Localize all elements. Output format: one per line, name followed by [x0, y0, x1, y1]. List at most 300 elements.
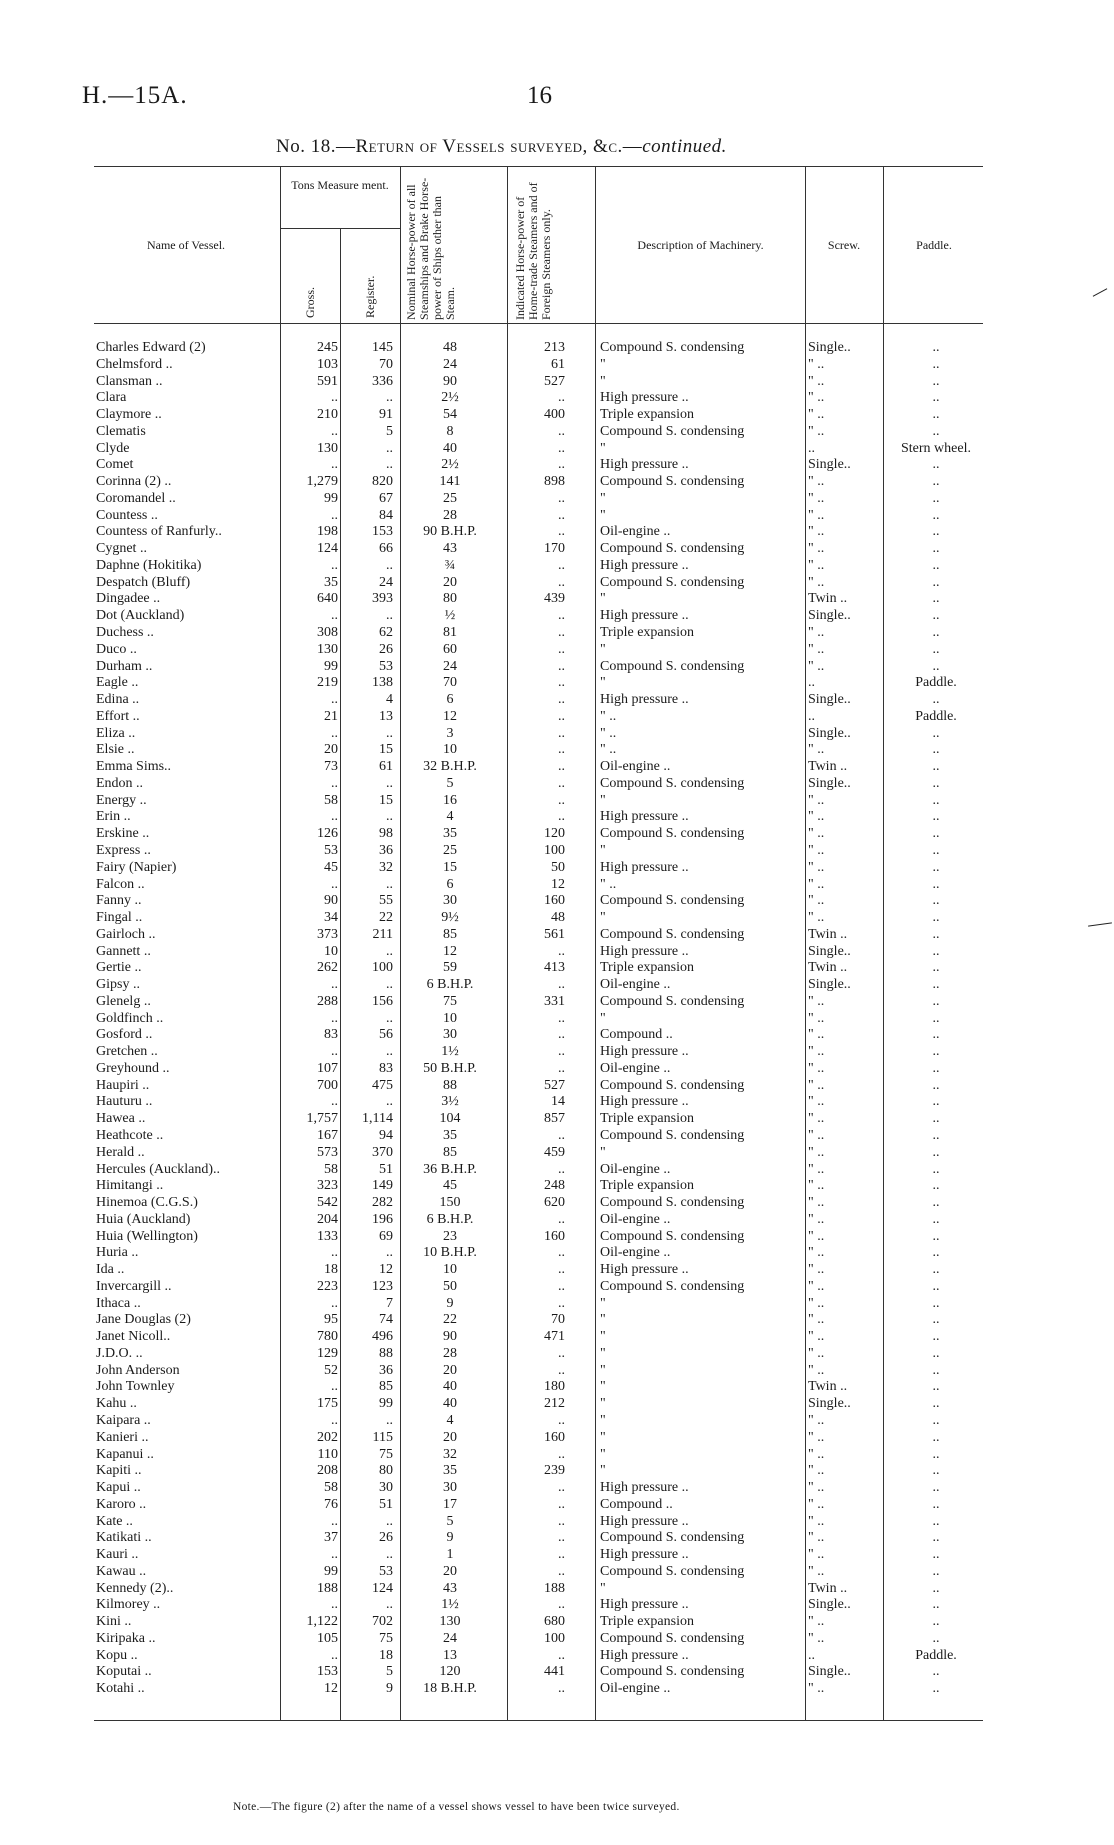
screw-type: Single..: [808, 340, 851, 355]
nominal-hp: 16: [443, 792, 457, 808]
machinery-description: Oil-engine ..: [600, 1211, 671, 1227]
nominal-hp: 50 B.H.P.: [423, 1060, 477, 1076]
nominal-hp: 5: [446, 775, 454, 791]
gross-tons: 53: [324, 842, 338, 858]
title-main: Return of Vessels surveyed, &c.—: [355, 136, 643, 157]
screw-type: " ..: [808, 1480, 825, 1496]
table-row: [0, 1212, 1114, 1229]
indicated-hp: ..: [558, 1044, 565, 1060]
register-tons: ..: [386, 1010, 393, 1026]
vessel-name: Haupiri ..: [96, 1077, 150, 1093]
machinery-description: Oil-engine ..: [600, 1245, 671, 1261]
indicated-hp: 439: [544, 591, 565, 607]
register-tons: 5: [386, 423, 393, 439]
table-row: [0, 1379, 1114, 1396]
gross-tons: ..: [331, 775, 338, 791]
table-row: [0, 390, 1114, 407]
indicated-hp: 188: [544, 1580, 565, 1596]
paddle-type: ..: [932, 1060, 940, 1076]
vessel-name: Effort ..: [96, 708, 140, 724]
register-tons: 80: [379, 1463, 393, 1479]
table-row: [0, 960, 1114, 977]
machinery-description: ": [600, 1362, 606, 1378]
nominal-hp: 24: [443, 356, 457, 372]
indicated-hp: ..: [558, 742, 565, 758]
vessel-name: Elsie ..: [96, 742, 135, 758]
vessel-name: Gertie ..: [96, 960, 142, 976]
paddle-type: ..: [932, 1178, 940, 1194]
vessel-name: Despatch (Bluff): [96, 574, 191, 590]
machinery-description: High pressure ..: [600, 1480, 689, 1496]
vessel-name: Hercules (Auckland)..: [96, 1161, 221, 1177]
table-row: [0, 1094, 1114, 1111]
screw-type: " ..: [808, 407, 825, 423]
register-tons: ..: [386, 1413, 393, 1428]
paddle-type: ..: [932, 423, 940, 439]
screw-type: " ..: [808, 658, 825, 674]
margin-mark-top: [1093, 288, 1108, 296]
register-tons: 115: [372, 1429, 393, 1445]
nominal-hp: 1: [446, 1547, 454, 1563]
indicated-hp: 680: [544, 1614, 565, 1630]
register-tons: 496: [372, 1329, 393, 1345]
screw-type: " ..: [808, 809, 825, 825]
vessel-name: Clyde: [96, 440, 130, 456]
screw-type: " ..: [808, 910, 825, 926]
nominal-hp: 32 B.H.P.: [423, 759, 477, 775]
gross-tons: 99: [324, 1563, 338, 1579]
register-tons: 53: [379, 658, 393, 674]
paddle-type: ..: [932, 1345, 940, 1361]
register-tons: 30: [379, 1480, 393, 1496]
machinery-description: ": [600, 1396, 606, 1412]
header-paddle: Paddle.: [916, 238, 952, 252]
table-row: [0, 1312, 1114, 1329]
table-row: [0, 726, 1114, 743]
gross-tons: 58: [324, 1161, 338, 1177]
screw-type: Single..: [808, 692, 851, 708]
table-row: [0, 709, 1114, 726]
indicated-hp: ..: [558, 658, 565, 674]
nominal-hp: 12: [443, 708, 457, 724]
register-tons: 53: [379, 1563, 393, 1579]
register-tons: 70: [379, 356, 393, 372]
table-row: [0, 1530, 1114, 1547]
screw-type: " ..: [808, 859, 825, 875]
paddle-type: ..: [932, 876, 940, 892]
nominal-hp: 24: [443, 1630, 457, 1646]
table-row: [0, 1245, 1114, 1262]
nominal-hp: 3½: [441, 1094, 459, 1110]
vessel-name: Kanieri ..: [96, 1429, 149, 1445]
screw-type: " ..: [808, 574, 825, 590]
paddle-type: ..: [932, 1379, 940, 1395]
machinery-description: ": [600, 641, 606, 657]
gross-tons: 1,122: [306, 1614, 338, 1630]
screw-type: " ..: [808, 1178, 825, 1194]
indicated-hp: ..: [558, 792, 565, 808]
indicated-hp: ..: [558, 943, 565, 959]
machinery-description: ": [600, 373, 606, 389]
nominal-hp: 35: [443, 1127, 457, 1143]
indicated-hp: 213: [544, 340, 565, 355]
gross-tons: 34: [324, 910, 338, 926]
nominal-hp: 50: [443, 1278, 457, 1294]
vessel-name: Comet: [96, 457, 134, 473]
screw-type: " ..: [808, 423, 825, 439]
vessel-name: Coromandel ..: [96, 490, 176, 506]
nominal-hp: 9: [446, 1295, 454, 1311]
register-tons: 13: [379, 708, 393, 724]
indicated-hp: ..: [558, 1161, 565, 1177]
screw-type: Single..: [808, 608, 851, 624]
paddle-type: ..: [932, 1563, 940, 1579]
vessel-name: Kapui ..: [96, 1480, 141, 1496]
machinery-description: Compound S. condensing: [600, 1630, 745, 1646]
indicated-hp: ..: [558, 574, 565, 590]
screw-type: " ..: [808, 1211, 825, 1227]
vessel-name: Fingal ..: [96, 910, 143, 926]
indicated-hp: ..: [558, 440, 565, 456]
register-tons: ..: [386, 608, 393, 624]
indicated-hp: ..: [558, 692, 565, 708]
indicated-hp: ..: [558, 1127, 565, 1143]
indicated-hp: ..: [558, 708, 565, 724]
table-row: [0, 1329, 1114, 1346]
vessel-name: Erskine ..: [96, 826, 150, 842]
gross-tons: 129: [317, 1345, 338, 1361]
paddle-type: ..: [932, 1295, 940, 1311]
machinery-description: Oil-engine ..: [600, 524, 671, 540]
register-tons: 99: [379, 1396, 393, 1412]
paddle-type: ..: [932, 641, 940, 657]
machinery-description: High pressure ..: [600, 809, 689, 825]
screw-type: " ..: [808, 1010, 825, 1026]
register-tons: 153: [372, 524, 393, 540]
indicated-hp: ..: [558, 1345, 565, 1361]
screw-type: ..: [808, 1647, 815, 1663]
vessel-name: Karoro ..: [96, 1496, 147, 1512]
machinery-description: High pressure ..: [600, 1547, 689, 1563]
table-row: [0, 591, 1114, 608]
machinery-description: High pressure ..: [600, 1262, 689, 1278]
machinery-description: ": [600, 1295, 606, 1311]
table-row: [0, 1111, 1114, 1128]
table-row: [0, 1195, 1114, 1212]
vessel-name: Janet Nicoll..: [96, 1329, 171, 1345]
machinery-description: High pressure ..: [600, 457, 689, 473]
vessel-name: Kennedy (2)..: [96, 1580, 174, 1596]
paddle-type: ..: [932, 792, 940, 808]
table-row: [0, 1648, 1114, 1665]
gross-tons: ..: [331, 1010, 338, 1026]
table-row: [0, 642, 1114, 659]
gross-tons: ..: [331, 557, 338, 573]
paddle-type: ..: [932, 1094, 940, 1110]
machinery-description: Oil-engine ..: [600, 1681, 671, 1697]
machinery-description: Compound S. condensing: [600, 1664, 745, 1680]
gross-tons: 780: [317, 1329, 338, 1345]
paddle-type: ..: [932, 474, 940, 490]
machinery-description: Triple expansion: [600, 960, 694, 976]
header-bottom-rule: [94, 323, 983, 324]
nominal-hp: 10: [443, 742, 457, 758]
table-row: [0, 1564, 1114, 1581]
table-row: [0, 759, 1114, 776]
machinery-description: Compound S. condensing: [600, 1563, 745, 1579]
screw-type: " ..: [808, 557, 825, 573]
nominal-hp: 20: [443, 1429, 457, 1445]
paddle-type: ..: [932, 842, 940, 858]
nominal-hp: 150: [439, 1195, 461, 1211]
gross-tons: 1,757: [306, 1111, 338, 1127]
paddle-type: ..: [932, 340, 940, 355]
screw-type: " ..: [808, 1463, 825, 1479]
screw-type: " ..: [808, 373, 825, 389]
screw-type: Single..: [808, 457, 851, 473]
screw-type: " ..: [808, 507, 825, 523]
indicated-hp: 620: [544, 1195, 565, 1211]
paddle-type: ..: [932, 1245, 940, 1261]
table-row: [0, 1145, 1114, 1162]
nominal-hp: 85: [443, 926, 457, 942]
gross-tons: 18: [324, 1262, 338, 1278]
machinery-description: Triple expansion: [600, 1178, 694, 1194]
table-row: [0, 1296, 1114, 1313]
table-row: [0, 508, 1114, 525]
gross-tons: 188: [317, 1580, 338, 1596]
vessel-name: Katikati ..: [96, 1530, 152, 1546]
gross-tons: 202: [317, 1429, 338, 1445]
vessel-name: Clara: [96, 390, 127, 406]
nominal-hp: 20: [443, 574, 457, 590]
register-tons: 5: [386, 1664, 393, 1680]
machinery-description: ": [600, 1010, 606, 1026]
vessel-name: Hauturu ..: [96, 1094, 153, 1110]
screw-type: " ..: [808, 1345, 825, 1361]
screw-type: " ..: [808, 356, 825, 372]
gross-tons: ..: [331, 692, 338, 708]
vessel-name: Kopu ..: [96, 1647, 138, 1663]
screw-type: " ..: [808, 1614, 825, 1630]
indicated-hp: ..: [558, 1362, 565, 1378]
machinery-description: ": [600, 591, 606, 607]
machinery-description: Compound S. condensing: [600, 340, 745, 355]
screw-type: " ..: [808, 893, 825, 909]
machinery-description: Compound ..: [600, 1496, 673, 1512]
indicated-hp: ..: [558, 641, 565, 657]
paddle-type: ..: [932, 1161, 940, 1177]
machinery-description: Compound S. condensing: [600, 993, 745, 1009]
screw-type: Single..: [808, 943, 851, 959]
gross-tons: 373: [317, 926, 338, 942]
paddle-type: ..: [932, 1312, 940, 1328]
register-tons: 211: [372, 926, 393, 942]
indicated-hp: ..: [558, 423, 565, 439]
gross-tons: ..: [331, 1245, 338, 1261]
screw-type: Single..: [808, 725, 851, 741]
register-tons: 32: [379, 859, 393, 875]
table-row: [0, 843, 1114, 860]
screw-type: Single..: [808, 977, 851, 993]
table-row: [0, 1664, 1114, 1681]
vessel-name: Endon ..: [96, 775, 144, 791]
indicated-hp: 100: [544, 1630, 565, 1646]
machinery-description: ": [600, 1144, 606, 1160]
register-tons: 138: [372, 675, 393, 691]
gross-tons: ..: [331, 1647, 338, 1663]
paddle-type: ..: [932, 1580, 940, 1596]
nominal-hp: 28: [443, 507, 457, 523]
vessel-name: J.D.O. ..: [96, 1345, 143, 1361]
indicated-hp: 239: [544, 1463, 565, 1479]
machinery-description: High pressure ..: [600, 1094, 689, 1110]
indicated-hp: ..: [558, 524, 565, 540]
header-name: Name of Vessel.: [146, 238, 226, 252]
indicated-hp: 120: [544, 826, 565, 842]
gross-tons: 99: [324, 658, 338, 674]
indicated-hp: ..: [558, 625, 565, 641]
nominal-hp: 25: [443, 490, 457, 506]
machinery-description: Compound S. condensing: [600, 658, 745, 674]
table-row: [0, 893, 1114, 910]
indicated-hp: ..: [558, 977, 565, 993]
vessel-name: Kapanui ..: [96, 1446, 154, 1462]
gross-tons: 133: [317, 1228, 338, 1244]
gross-tons: ..: [331, 390, 338, 406]
screw-type: " ..: [808, 1161, 825, 1177]
register-tons: ..: [386, 977, 393, 993]
vessel-name: Kini ..: [96, 1614, 132, 1630]
vessel-name: Energy ..: [96, 792, 147, 808]
indicated-hp: ..: [558, 557, 565, 573]
paddle-type: ..: [932, 826, 940, 842]
paddle-type: ..: [932, 1496, 940, 1512]
register-tons: 51: [379, 1496, 393, 1512]
table-row: [0, 1597, 1114, 1614]
vessel-name: Fanny ..: [96, 893, 142, 909]
machinery-description: ": [600, 507, 606, 523]
gross-tons: 288: [317, 993, 338, 1009]
register-tons: 62: [379, 625, 393, 641]
table-row: [0, 1011, 1114, 1028]
vessel-name: John Anderson: [96, 1362, 180, 1378]
indicated-hp: 160: [544, 1429, 565, 1445]
machinery-description: Compound S. condensing: [600, 423, 745, 439]
gross-tons: ..: [331, 876, 338, 892]
register-tons: ..: [386, 557, 393, 573]
machinery-description: Triple expansion: [600, 1614, 694, 1630]
table-row: [0, 457, 1114, 474]
vessel-name: Erin ..: [96, 809, 131, 825]
screw-type: " ..: [808, 1144, 825, 1160]
vessel-name: Gosford ..: [96, 1027, 153, 1043]
table-footnote: Note.—The figure (2) after the name of a vessel shows vessel to have been twice surveyed.: [233, 1801, 680, 1813]
paddle-type: ..: [932, 692, 940, 708]
paddle-type: ..: [932, 1362, 940, 1378]
screw-type: " ..: [808, 842, 825, 858]
screw-type: " ..: [808, 390, 825, 406]
register-tons: 4: [386, 692, 393, 708]
nominal-hp: 20: [443, 1563, 457, 1579]
screw-type: " ..: [808, 1195, 825, 1211]
nominal-hp: 48: [443, 340, 457, 355]
register-tons: 7: [386, 1295, 393, 1311]
machinery-description: " ..: [600, 876, 617, 892]
gross-tons: 99: [324, 490, 338, 506]
gross-tons: 126: [317, 826, 338, 842]
paddle-type: ..: [932, 1211, 940, 1227]
screw-type: " ..: [808, 1446, 825, 1462]
register-tons: ..: [386, 1597, 393, 1613]
register-tons: 282: [372, 1195, 393, 1211]
register-tons: 702: [372, 1614, 393, 1630]
indicated-hp: 170: [544, 541, 565, 557]
table-row: [0, 575, 1114, 592]
table-title: [276, 136, 727, 158]
screw-type: ..: [808, 708, 815, 724]
paddle-type: ..: [932, 1513, 940, 1529]
paddle-type: ..: [932, 574, 940, 590]
machinery-description: Compound S. condensing: [600, 1077, 745, 1093]
paddle-type: ..: [932, 943, 940, 959]
paddle-type: ..: [932, 625, 940, 641]
register-tons: 83: [379, 1060, 393, 1076]
gross-tons: 208: [317, 1463, 338, 1479]
gross-tons: ..: [331, 1547, 338, 1563]
paddle-type: ..: [932, 1077, 940, 1093]
machinery-description: Compound S. condensing: [600, 775, 745, 791]
gross-tons: 700: [317, 1077, 338, 1093]
table-row: [0, 1346, 1114, 1363]
table-row: [0, 1614, 1114, 1631]
vessel-name: Koputai ..: [96, 1664, 152, 1680]
indicated-hp: 471: [544, 1329, 565, 1345]
gross-tons: 204: [317, 1211, 338, 1227]
nominal-hp: 36 B.H.P.: [423, 1161, 477, 1177]
paddle-type: ..: [932, 1010, 940, 1026]
vessel-name: Durham ..: [96, 658, 153, 674]
vessel-name: Kapiti ..: [96, 1463, 142, 1479]
gross-tons: 130: [317, 641, 338, 657]
gross-tons: 210: [317, 407, 338, 423]
nominal-hp: 9½: [441, 910, 459, 926]
indicated-hp: ..: [558, 1027, 565, 1043]
nominal-hp: 104: [439, 1111, 461, 1127]
table-row: [0, 1061, 1114, 1078]
vessel-name: Emma Sims..: [96, 759, 172, 775]
table-row: [0, 1463, 1114, 1480]
nominal-hp: 1½: [441, 1597, 459, 1613]
table-row: [0, 374, 1114, 391]
nominal-hp: 2½: [441, 390, 459, 406]
header-tons: Tons Measure ment.: [291, 178, 389, 192]
indicated-hp: ..: [558, 675, 565, 691]
paddle-type: ..: [932, 1127, 940, 1143]
indicated-hp: ..: [558, 457, 565, 473]
indicated-hp: 857: [544, 1111, 565, 1127]
screw-type: " ..: [808, 1044, 825, 1060]
gross-tons: 10: [324, 943, 338, 959]
indicated-hp: ..: [558, 1681, 565, 1697]
register-tons: 149: [372, 1178, 393, 1194]
paddle-type: Paddle.: [915, 1647, 957, 1663]
paddle-type: ..: [932, 557, 940, 573]
table-row: [0, 1078, 1114, 1095]
indicated-hp: ..: [558, 1480, 565, 1496]
gross-tons: 124: [317, 541, 338, 557]
screw-type: Twin ..: [808, 591, 848, 607]
